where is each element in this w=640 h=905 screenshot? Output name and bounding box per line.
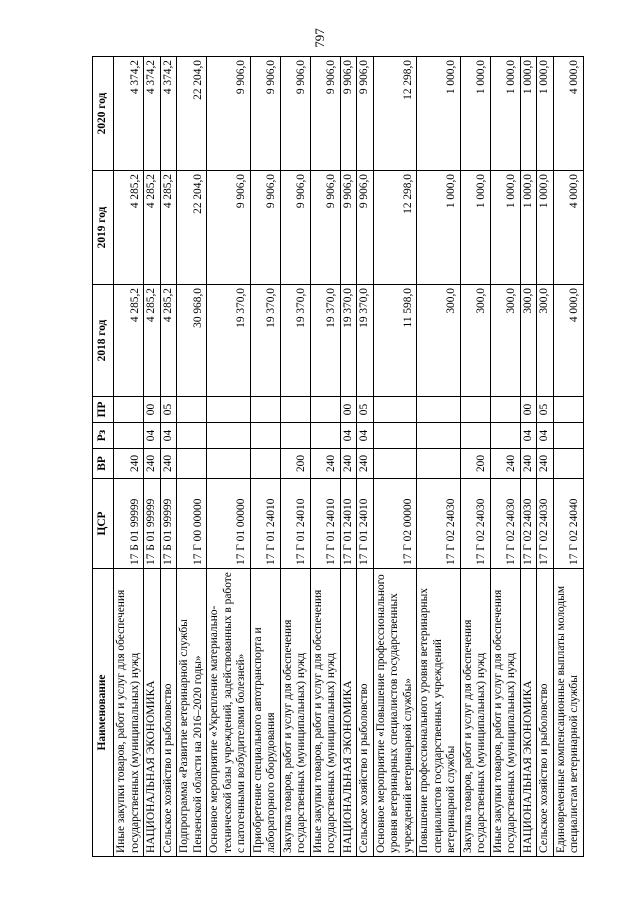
page-number-container bbox=[0, 30, 640, 50]
table-row bbox=[310, 57, 340, 857]
cell-2018: 4 285,2 bbox=[144, 285, 161, 397]
cell-name: Иные закупки товаров, работ и услуг для обеспечения государственных (муниципальных) нужд bbox=[310, 569, 340, 857]
cell-rz bbox=[460, 423, 490, 449]
cell-vr: 240 bbox=[490, 449, 520, 479]
cell-name: Сельское хозяйство и рыболовство bbox=[357, 569, 374, 857]
table-row bbox=[417, 57, 461, 857]
column-header-vr: ВР bbox=[93, 449, 114, 479]
cell-pr: 00 bbox=[340, 397, 357, 423]
cell-csr: 17 Б 01 99999 bbox=[160, 479, 177, 569]
cell-2020: 9 906,0 bbox=[310, 57, 340, 171]
cell-rz: 04 bbox=[160, 423, 177, 449]
cell-pr bbox=[460, 397, 490, 423]
cell-2020: 4 000,0 bbox=[553, 57, 583, 171]
cell-rz bbox=[207, 423, 251, 449]
cell-pr bbox=[177, 397, 207, 423]
cell-csr: 17 Г 01 24010 bbox=[340, 479, 357, 569]
cell-pr bbox=[250, 397, 280, 423]
cell-2019: 9 906,0 bbox=[250, 171, 280, 285]
cell-vr: 200 bbox=[280, 449, 310, 479]
cell-name: Основное мероприятие «Укрепление материально-технической базы учреждений, задействованных в работе с патогенными возбудителями болезней» bbox=[207, 569, 251, 857]
cell-vr bbox=[207, 449, 251, 479]
cell-2019: 4 285,2 bbox=[144, 171, 161, 285]
cell-2018: 4 000,0 bbox=[553, 285, 583, 397]
cell-csr: 17 Г 01 24010 bbox=[250, 479, 280, 569]
table-row bbox=[114, 57, 144, 857]
cell-vr bbox=[177, 449, 207, 479]
cell-2019: 1 000,0 bbox=[520, 171, 537, 285]
column-header-name: Наименование bbox=[93, 569, 114, 857]
cell-pr bbox=[310, 397, 340, 423]
cell-2018: 11 598,0 bbox=[373, 285, 417, 397]
cell-pr: 05 bbox=[537, 397, 554, 423]
cell-rz bbox=[310, 423, 340, 449]
cell-2018: 19 370,0 bbox=[310, 285, 340, 397]
table-row bbox=[207, 57, 251, 857]
cell-2019: 4 285,2 bbox=[114, 171, 144, 285]
cell-vr: 240 bbox=[520, 449, 537, 479]
table-row bbox=[280, 57, 310, 857]
cell-name: Иные закупки товаров, работ и услуг для обеспечения государственных (муниципальных) нужд bbox=[490, 569, 520, 857]
budget-table bbox=[92, 56, 584, 857]
cell-2019: 1 000,0 bbox=[490, 171, 520, 285]
column-header-csr: ЦСР bbox=[93, 479, 114, 569]
cell-rz: 04 bbox=[520, 423, 537, 449]
table-row bbox=[357, 57, 374, 857]
cell-2020: 12 298,0 bbox=[373, 57, 417, 171]
cell-2020: 4 374,2 bbox=[144, 57, 161, 171]
table-header-row bbox=[93, 57, 114, 857]
cell-csr: 17 Г 01 24010 bbox=[357, 479, 374, 569]
cell-2020: 9 906,0 bbox=[250, 57, 280, 171]
cell-2019: 1 000,0 bbox=[417, 171, 461, 285]
column-header-pr: ПР bbox=[93, 397, 114, 423]
table-row bbox=[520, 57, 537, 857]
cell-vr: 240 bbox=[160, 449, 177, 479]
cell-vr bbox=[250, 449, 280, 479]
cell-2020: 9 906,0 bbox=[207, 57, 251, 171]
cell-name: Сельское хозяйство и рыболовство bbox=[537, 569, 554, 857]
cell-name: Подпрограмма «Развитие ветеринарной службы Пензенской области на 2016–2020 годы» bbox=[177, 569, 207, 857]
cell-2019: 9 906,0 bbox=[207, 171, 251, 285]
cell-2020: 1 000,0 bbox=[520, 57, 537, 171]
page-number: 797 bbox=[312, 28, 327, 48]
cell-2019: 9 906,0 bbox=[280, 171, 310, 285]
cell-vr: 200 bbox=[460, 449, 490, 479]
cell-name: Иные закупки товаров, работ и услуг для обеспечения государственных (муниципальных) нужд bbox=[114, 569, 144, 857]
table-row bbox=[250, 57, 280, 857]
cell-pr bbox=[373, 397, 417, 423]
cell-2020: 1 000,0 bbox=[460, 57, 490, 171]
cell-csr: 17 Г 00 00000 bbox=[177, 479, 207, 569]
cell-rz bbox=[490, 423, 520, 449]
cell-2019: 4 285,2 bbox=[160, 171, 177, 285]
cell-pr: 00 bbox=[144, 397, 161, 423]
cell-vr: 240 bbox=[114, 449, 144, 479]
cell-2020: 4 374,2 bbox=[160, 57, 177, 171]
cell-2019: 9 906,0 bbox=[340, 171, 357, 285]
cell-pr bbox=[490, 397, 520, 423]
cell-csr: 17 Г 02 24030 bbox=[490, 479, 520, 569]
table-body bbox=[114, 57, 584, 857]
cell-pr: 05 bbox=[160, 397, 177, 423]
rotated-page-content bbox=[92, 57, 580, 857]
cell-pr bbox=[417, 397, 461, 423]
cell-2019: 9 906,0 bbox=[310, 171, 340, 285]
cell-rz bbox=[280, 423, 310, 449]
cell-2018: 300,0 bbox=[490, 285, 520, 397]
cell-2018: 19 370,0 bbox=[207, 285, 251, 397]
table-row bbox=[537, 57, 554, 857]
cell-csr: 17 Г 01 24010 bbox=[280, 479, 310, 569]
cell-name: Сельское хозяйство и рыболовство bbox=[160, 569, 177, 857]
cell-rz bbox=[417, 423, 461, 449]
cell-rz bbox=[250, 423, 280, 449]
table-row bbox=[490, 57, 520, 857]
cell-name: Закупка товаров, работ и услуг для обеспечения государственных (муниципальных) нужд bbox=[280, 569, 310, 857]
cell-name: Повышение профессионального уровня ветеринарных специалистов государственных учреждений ветеринарной службы bbox=[417, 569, 461, 857]
cell-rz bbox=[114, 423, 144, 449]
cell-vr: 240 bbox=[537, 449, 554, 479]
cell-2020: 1 000,0 bbox=[417, 57, 461, 171]
cell-name: НАЦИОНАЛЬНАЯ ЭКОНОМИКА bbox=[340, 569, 357, 857]
cell-2019: 4 000,0 bbox=[553, 171, 583, 285]
cell-name: Основное мероприятие «Повышение профессионального уровня ветеринарных специалистов государственных учреждений ветеринарной службы» bbox=[373, 569, 417, 857]
cell-name: НАЦИОНАЛЬНАЯ ЭКОНОМИКА bbox=[520, 569, 537, 857]
cell-2018: 19 370,0 bbox=[357, 285, 374, 397]
cell-2018: 19 370,0 bbox=[340, 285, 357, 397]
cell-2020: 22 204,0 bbox=[177, 57, 207, 171]
cell-2020: 9 906,0 bbox=[280, 57, 310, 171]
cell-pr bbox=[114, 397, 144, 423]
cell-pr: 00 bbox=[520, 397, 537, 423]
cell-2019: 1 000,0 bbox=[537, 171, 554, 285]
cell-csr: 17 Б 01 99999 bbox=[114, 479, 144, 569]
cell-2018: 300,0 bbox=[537, 285, 554, 397]
cell-csr: 17 Г 02 24030 bbox=[460, 479, 490, 569]
cell-csr: 17 Г 01 24010 bbox=[310, 479, 340, 569]
column-header-rz: Рз bbox=[93, 423, 114, 449]
cell-2020: 1 000,0 bbox=[490, 57, 520, 171]
cell-csr: 17 Г 02 24030 bbox=[417, 479, 461, 569]
cell-2018: 300,0 bbox=[520, 285, 537, 397]
cell-rz: 04 bbox=[357, 423, 374, 449]
cell-pr bbox=[207, 397, 251, 423]
table-row bbox=[460, 57, 490, 857]
cell-vr bbox=[553, 449, 583, 479]
cell-pr bbox=[280, 397, 310, 423]
cell-2019: 9 906,0 bbox=[357, 171, 374, 285]
column-header-2018: 2018 год bbox=[93, 285, 114, 397]
cell-rz: 04 bbox=[340, 423, 357, 449]
cell-2019: 22 204,0 bbox=[177, 171, 207, 285]
cell-vr: 240 bbox=[310, 449, 340, 479]
table-row bbox=[160, 57, 177, 857]
cell-2018: 19 370,0 bbox=[250, 285, 280, 397]
cell-2018: 4 285,2 bbox=[160, 285, 177, 397]
table-row bbox=[340, 57, 357, 857]
cell-csr: 17 Г 02 24030 bbox=[537, 479, 554, 569]
cell-csr: 17 Г 01 00000 bbox=[207, 479, 251, 569]
cell-2018: 19 370,0 bbox=[280, 285, 310, 397]
table-row bbox=[144, 57, 161, 857]
column-header-2020: 2020 год bbox=[93, 57, 114, 171]
cell-2020: 9 906,0 bbox=[340, 57, 357, 171]
cell-2020: 1 000,0 bbox=[537, 57, 554, 171]
cell-vr bbox=[373, 449, 417, 479]
cell-rz bbox=[177, 423, 207, 449]
column-header-2019: 2019 год bbox=[93, 171, 114, 285]
cell-name: НАЦИОНАЛЬНАЯ ЭКОНОМИКА bbox=[144, 569, 161, 857]
cell-rz: 04 bbox=[537, 423, 554, 449]
table-row bbox=[373, 57, 417, 857]
cell-2019: 1 000,0 bbox=[460, 171, 490, 285]
cell-csr: 17 Г 02 24030 bbox=[520, 479, 537, 569]
cell-csr: 17 Б 01 99999 bbox=[144, 479, 161, 569]
cell-csr: 17 Г 02 00000 bbox=[373, 479, 417, 569]
cell-2019: 12 298,0 bbox=[373, 171, 417, 285]
cell-vr bbox=[417, 449, 461, 479]
cell-vr: 240 bbox=[340, 449, 357, 479]
cell-vr: 240 bbox=[357, 449, 374, 479]
table-row bbox=[177, 57, 207, 857]
cell-rz bbox=[373, 423, 417, 449]
cell-2018: 300,0 bbox=[460, 285, 490, 397]
cell-2018: 4 285,2 bbox=[114, 285, 144, 397]
cell-rz: 04 bbox=[144, 423, 161, 449]
table-row bbox=[553, 57, 583, 857]
cell-pr: 05 bbox=[357, 397, 374, 423]
cell-pr bbox=[553, 397, 583, 423]
cell-2020: 9 906,0 bbox=[357, 57, 374, 171]
cell-name: Приобретение специального автотранспорта и лабораторного оборудования bbox=[250, 569, 280, 857]
cell-name: Закупка товаров, работ и услуг для обеспечения государственных (муниципальных) нужд bbox=[460, 569, 490, 857]
cell-name: Единовременные компенсационные выплаты молодым специалистам ветеринарной службы bbox=[553, 569, 583, 857]
cell-vr: 240 bbox=[144, 449, 161, 479]
cell-rz bbox=[553, 423, 583, 449]
cell-2018: 30 968,0 bbox=[177, 285, 207, 397]
cell-2018: 300,0 bbox=[417, 285, 461, 397]
cell-csr: 17 Г 02 24040 bbox=[553, 479, 583, 569]
cell-2020: 4 374,2 bbox=[114, 57, 144, 171]
